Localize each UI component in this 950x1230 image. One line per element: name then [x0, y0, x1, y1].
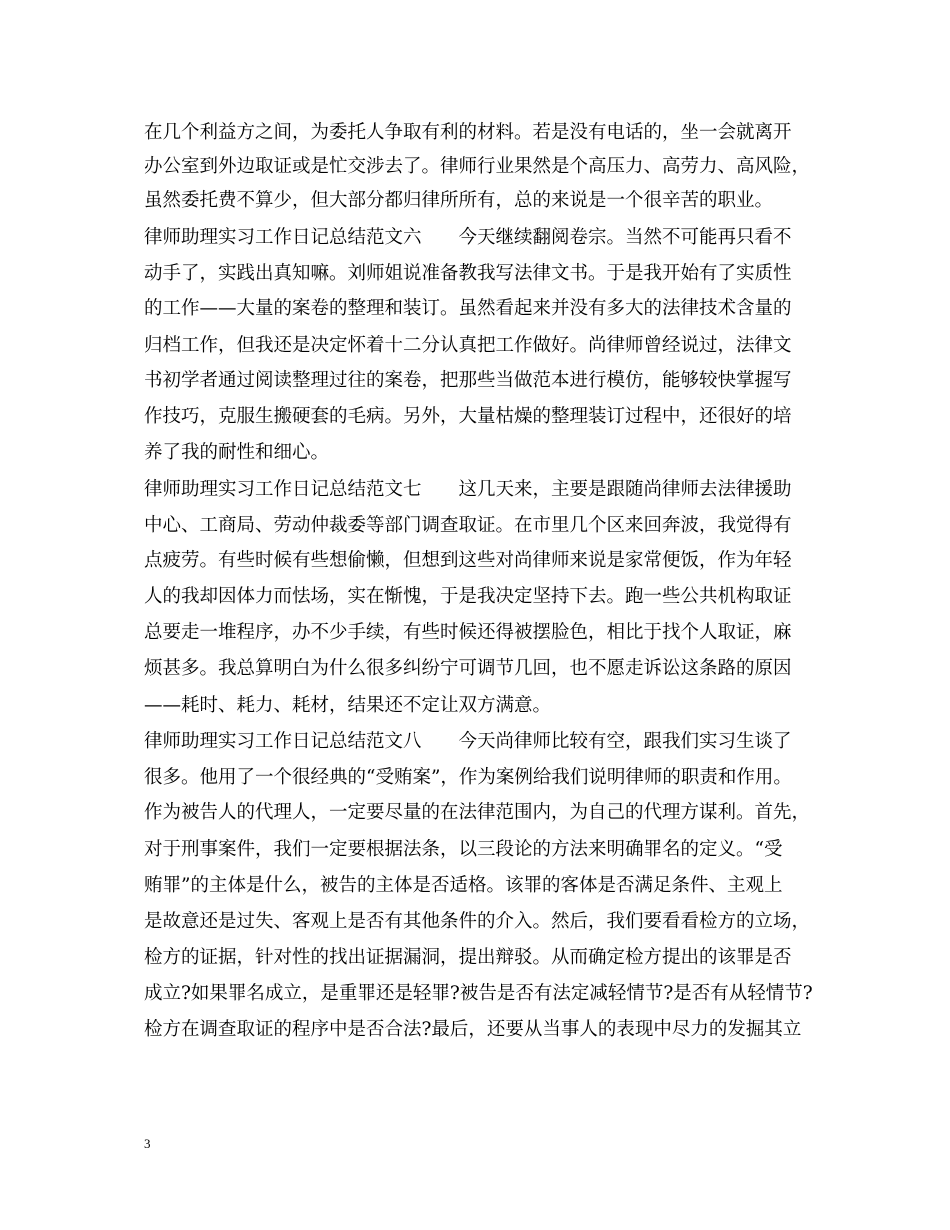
text-line: 作为被告人的代理人，一定要尽量的在法律范围内，为自己的代理方谋利。首先， — [144, 802, 811, 823]
section-heading-line: 律师助理实习工作日记总结范文八 今天尚律师比较有空，跟我们实习生谈了 — [144, 731, 792, 752]
text-line: 中心、工商局、劳动仲裁委等部门调查取证。在市里几个区来回奔波，我觉得有 — [144, 515, 792, 536]
text-line: 虽然委托费不算少，但大部分都归律所所有，总的来说是一个很辛苦的职业。 — [144, 190, 774, 211]
section-heading-line: 律师助理实习工作日记总结范文六 今天继续翻阅卷宗。当然不可能再只看不 — [144, 227, 792, 248]
text-line: 办公室到外边取证或是忙交涉去了。律师行业果然是个高压力、高劳力、高风险， — [144, 156, 811, 177]
text-line: 检方在调查取证的程序中是否合法?最后，还要从当事人的表现中尽力的发掘其立 — [144, 1019, 802, 1040]
text-line: 对于刑事案件，我们一定要根据法条，以三段论的方法来明确罪名的定义。“受 — [144, 839, 783, 860]
text-line: 书初学者通过阅读整理过往的案卷，把那些当做范本进行模仿，能够较快掌握写 — [144, 370, 792, 391]
page-number: 3 — [144, 1136, 151, 1151]
text-line: 归档工作，但我还是决定怀着十二分认真把工作做好。尚律师曾经说过，法律文 — [144, 335, 792, 356]
text-line: 总要走一堆程序，办不少手续，有些时候还得被摆脸色，相比于找个人取证，麻 — [144, 622, 792, 643]
text-line: 的工作——大量的案卷的整理和装订。虽然看起来并没有多大的法律技术含量的 — [144, 298, 792, 319]
text-line: 检方的证据，针对性的找出证据漏洞，提出辩驳。从而确定检方提出的该罪是否 — [144, 947, 792, 968]
text-line: 贿罪”的主体是什么，被告的主体是否适格。该罪的客体是否满足条件、主观上 — [144, 875, 783, 896]
text-line: 很多。他用了一个很经典的“受贿案”，作为案例给我们说明律师的职责和作用。 — [144, 767, 792, 788]
text-line: 成立?如果罪名成立，是重罪还是轻罪?被告是否有法定减轻情节?是否有从轻情节? — [144, 983, 813, 1004]
text-line: 在几个利益方之间，为委托人争取有利的材料。若是没有电话的，坐一会就离开 — [144, 122, 792, 143]
text-line: ——耗时、耗力、耗材，结果还不定让双方满意。 — [144, 695, 552, 716]
text-line: 烦甚多。我总算明白为什么很多纠纷宁可调节几回，也不愿走诉讼这条路的原因 — [144, 658, 792, 679]
text-line: 人的我却因体力而怯场，实在惭愧，于是我决定坚持下去。跑一些公共机构取证 — [144, 586, 792, 607]
text-line: 作技巧，克服生搬硬套的毛病。另外，大量枯燥的整理装订过程中，还很好的培 — [144, 406, 792, 427]
text-line: 动手了，实践出真知嘛。刘师姐说准备教我写法律文书。于是我开始有了实质性 — [144, 263, 792, 284]
text-line: 养了我的耐性和细心。 — [144, 442, 330, 463]
text-line: 是故意还是过失、客观上是否有其他条件的介入。然后，我们要看看检方的立场， — [144, 911, 811, 932]
text-line: 点疲劳。有些时候有些想偷懒，但想到这些对尚律师来说是家常便饭，作为年轻 — [144, 550, 792, 571]
section-heading-line: 律师助理实习工作日记总结范文七 这几天来，主要是跟随尚律师去法律援助 — [144, 479, 792, 500]
